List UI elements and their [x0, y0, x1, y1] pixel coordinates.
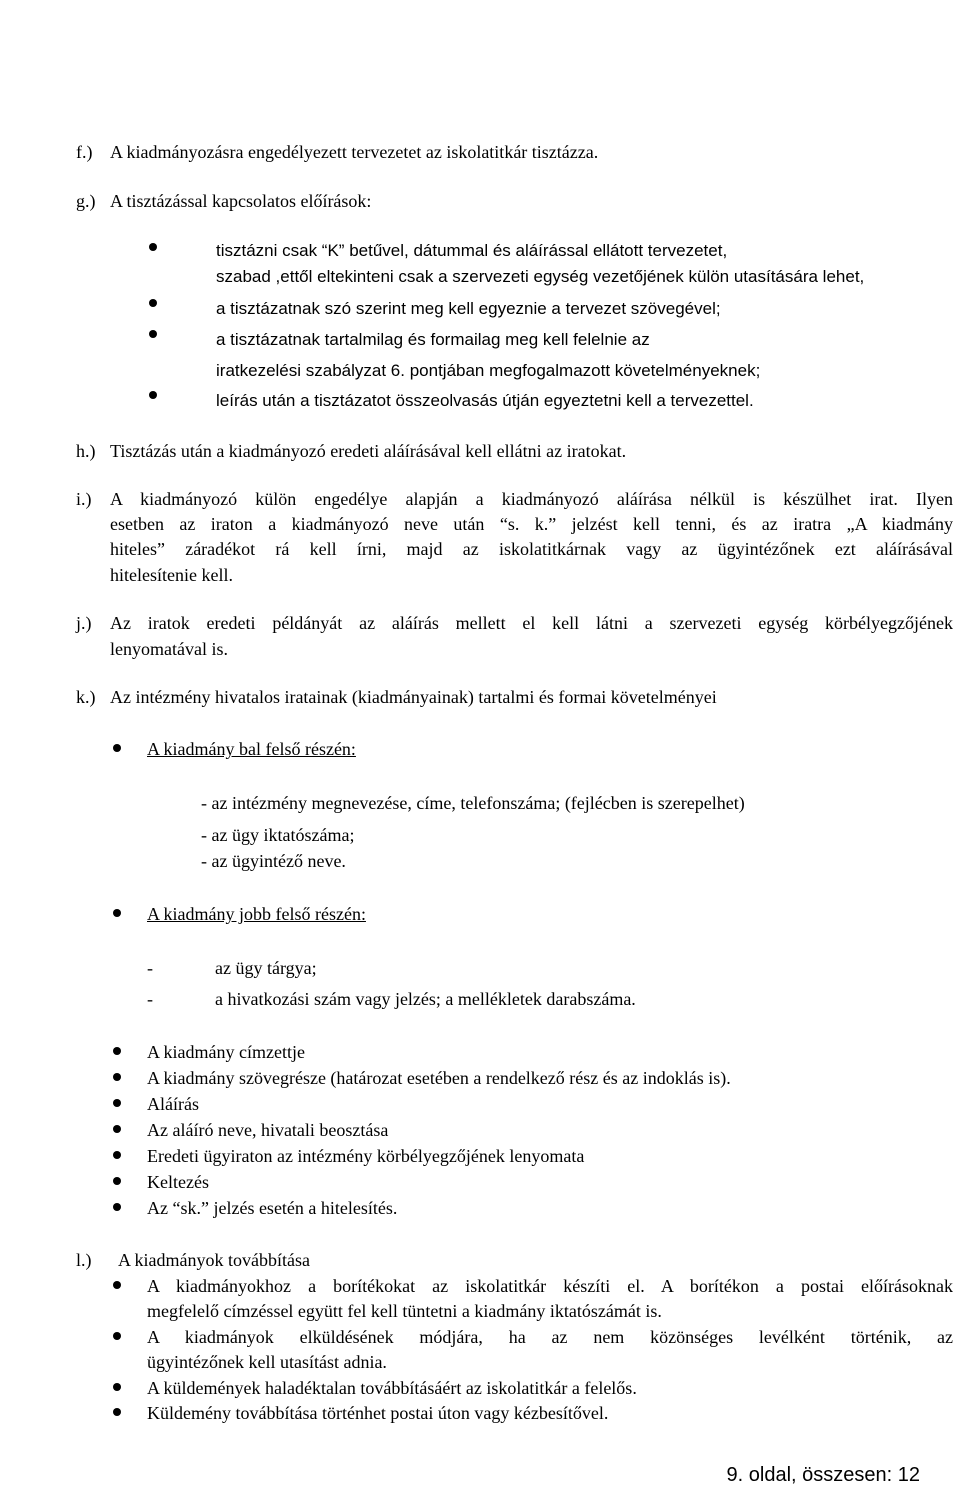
section-i-line: A kiadmányozó külön engedélye alapján a kiadmányozó aláírása nélkül is készülhet irat. Ilyen: [110, 489, 953, 509]
bullet-icon: [113, 1281, 121, 1289]
bullet-icon: [149, 299, 157, 307]
right-top-item: a hivatkozási szám vagy jelzés; a mellékletek darabszáma.: [215, 989, 636, 1009]
section-j-marker: j.): [76, 613, 92, 633]
list-item: A küldemények haladéktalan továbbításáért az iskolatitkár a felelős.: [147, 1378, 637, 1398]
section-h-marker: h.): [76, 441, 96, 461]
bullet-icon: [113, 1073, 121, 1081]
bullet-icon: [113, 1047, 121, 1055]
section-k-heading: Az intézmény hivatalos iratainak (kiadmányainak) tartalmi és formai követelményei: [110, 687, 717, 707]
list-item: A kiadmányok elküldésének módjára, ha az nem közönséges levélként történik, az: [147, 1327, 953, 1347]
list-item-continued: megfelelő címzéssel együtt fel kell tüntetni a kiadmány iktatószámát is.: [147, 1301, 662, 1321]
bullet-icon: [113, 1408, 121, 1416]
section-f-text: A kiadmányozásra engedélyezett tervezetet az iskolatitkár tisztázza.: [110, 142, 599, 162]
bullet-icon: [113, 1383, 121, 1391]
left-top-item: - az ügy iktatószáma;: [201, 825, 355, 845]
left-top-heading: A kiadmány bal felső részén:: [147, 739, 356, 759]
list-item-continued: szabad ,ettől eltekinteni csak a szervezeti egység vezetőjének külön utasítására lehet,: [216, 267, 865, 286]
section-i-marker: i.): [76, 489, 92, 509]
section-j-line: lenyomatával is.: [110, 639, 228, 659]
list-item: Eredeti ügyiraton az intézmény körbélyegzőjének lenyomata: [147, 1146, 585, 1166]
bullet-icon: [149, 243, 157, 251]
section-j-line: Az iratok eredeti példányát az aláírás mellett el kell látni a szervezeti egység körbélyegzőjének: [110, 613, 953, 633]
list-item-continued: ügyintézőnek kell utasítást adnia.: [147, 1352, 387, 1372]
list-item: A kiadmányokhoz a borítékokat az iskolatitkár készíti el. A borítékon a postai előírásoknak: [147, 1276, 953, 1296]
page-number: 9. oldal, összesen: 12: [726, 1464, 920, 1486]
bullet-icon: [113, 744, 121, 752]
list-item: A kiadmány címzettje: [147, 1042, 305, 1062]
bullet-icon: [113, 1332, 121, 1340]
bullet-icon: [113, 1203, 121, 1211]
section-g-heading: A tisztázással kapcsolatos előírások:: [110, 191, 372, 211]
right-top-dash: -: [147, 958, 153, 978]
section-h-text: Tisztázás után a kiadmányozó eredeti aláírásával kell ellátni az iratokat.: [110, 441, 627, 461]
list-item: Küldemény továbbítása történhet postai úton vagy kézbesítővel.: [147, 1403, 609, 1423]
list-item: leírás után a tisztázatot összeolvasás útján egyeztetni kell a tervezettel.: [216, 391, 754, 410]
section-i-line: hiteles” záradékot rá kell írni, majd az iskolatitkárnak vagy az ügyintézőnek ezt aláírásával: [110, 539, 953, 559]
section-l-heading: A kiadmányok továbbítása: [118, 1250, 310, 1270]
left-top-item: - az ügyintéző neve.: [201, 851, 346, 871]
right-top-item: az ügy tárgya;: [215, 958, 317, 978]
section-i-line: hitelesítenie kell.: [110, 565, 233, 585]
list-item-continued: iratkezelési szabályzat 6. pontjában megfogalmazott követelményeknek;: [216, 361, 761, 380]
bullet-icon: [149, 391, 157, 399]
right-top-dash: -: [147, 989, 153, 1009]
list-item: Az aláíró neve, hivatali beosztása: [147, 1120, 389, 1140]
list-item: Aláírás: [147, 1094, 199, 1114]
section-l-marker: l.): [76, 1250, 92, 1270]
section-k-marker: k.): [76, 687, 96, 707]
left-top-item: - az intézmény megnevezése, címe, telefonszáma; (fejlécben is szerepelhet): [201, 793, 745, 813]
list-item: Az “sk.” jelzés esetén a hitelesítés.: [147, 1198, 398, 1218]
list-item: tisztázni csak “K” betűvel, dátummal és aláírással ellátott tervezetet,: [216, 241, 728, 260]
bullet-icon: [113, 1151, 121, 1159]
bullet-icon: [149, 330, 157, 338]
bullet-icon: [113, 1177, 121, 1185]
section-f-marker: f.): [76, 142, 93, 162]
bullet-icon: [113, 1125, 121, 1133]
bullet-icon: [113, 1099, 121, 1107]
list-item: a tisztázatnak szó szerint meg kell egyeznie a tervezet szövegével;: [216, 299, 721, 318]
section-g-marker: g.): [76, 191, 96, 211]
list-item: Keltezés: [147, 1172, 209, 1192]
right-top-heading: A kiadmány jobb felső részén:: [147, 904, 366, 924]
list-item: a tisztázatnak tartalmilag és formailag meg kell felelnie az: [216, 330, 650, 349]
section-i-line: esetben az iraton a kiadmányozó neve után “s. k.” jelzést kell tenni, és az iratra „A kiadmány: [110, 514, 953, 534]
list-item: A kiadmány szövegrésze (határozat esetében a rendelkező rész és az indoklás is).: [147, 1068, 731, 1088]
bullet-icon: [113, 909, 121, 917]
